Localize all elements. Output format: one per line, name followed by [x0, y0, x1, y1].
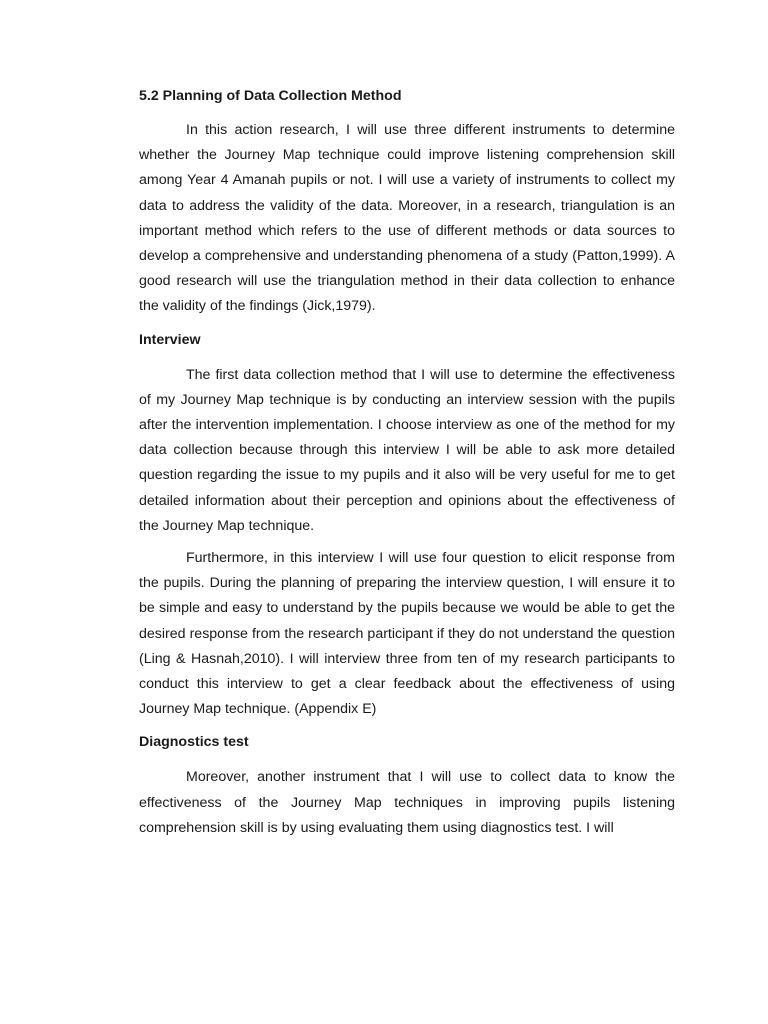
- diagnostics-paragraph-1: Moreover, another instrument that I will use to collect data to know the effectiveness of the Journey Map techniques in improving pupils listening comprehension skill is by using evaluating them using diagnostics test. I will: [139, 769, 675, 836]
- section-title: 5.2 Planning of Data Collection Method: [139, 88, 402, 104]
- interview-heading: Interview: [139, 331, 201, 348]
- interview-paragraph-2: Furthermore, in this interview I will use four question to elicit response from the pupils. During the planning of preparing the interview question, I will ensure it to be simple and easy to understand by the pupils because we would be able to get the desired response from the research participant if they do not understand the question (Ling & Hasnah,2010). I will interview three from ten of my research participants to conduct this interview to get a clear feedback about the effectiveness of using Journey Map technique. (Appendix E): [139, 550, 675, 718]
- interview-paragraph-1: The first data collection method that I will use to determine the effectiveness of my Journey Map technique is by conducting an interview session with the pupils after the intervention implementation. I choose interview as one of the method for my data collection because through this interview I will be able to ask more detailed question regarding the issue to my pupils and it also will be very useful for me to get detailed information about their perception and opinions about the effectiveness of the Journey Map technique.: [139, 366, 675, 534]
- diagnostics-heading: Diagnostics test: [139, 734, 249, 751]
- intro-paragraph: In this action research, I will use three different instruments to determine whether the Journey Map technique could improve listening comprehension skill among Year 4 Amanah pupils or not. I will use a variety of instruments to collect my data to address the validity of the data. Moreover, in a research, triangulation is an important method which refers to the use of different methods or data sources to develop a comprehensive and understanding phenomena of a study (Patton,1999). A good research will use the triangulation method in their data collection to enhance the validity of the findings (Jick,1979).: [139, 122, 675, 315]
